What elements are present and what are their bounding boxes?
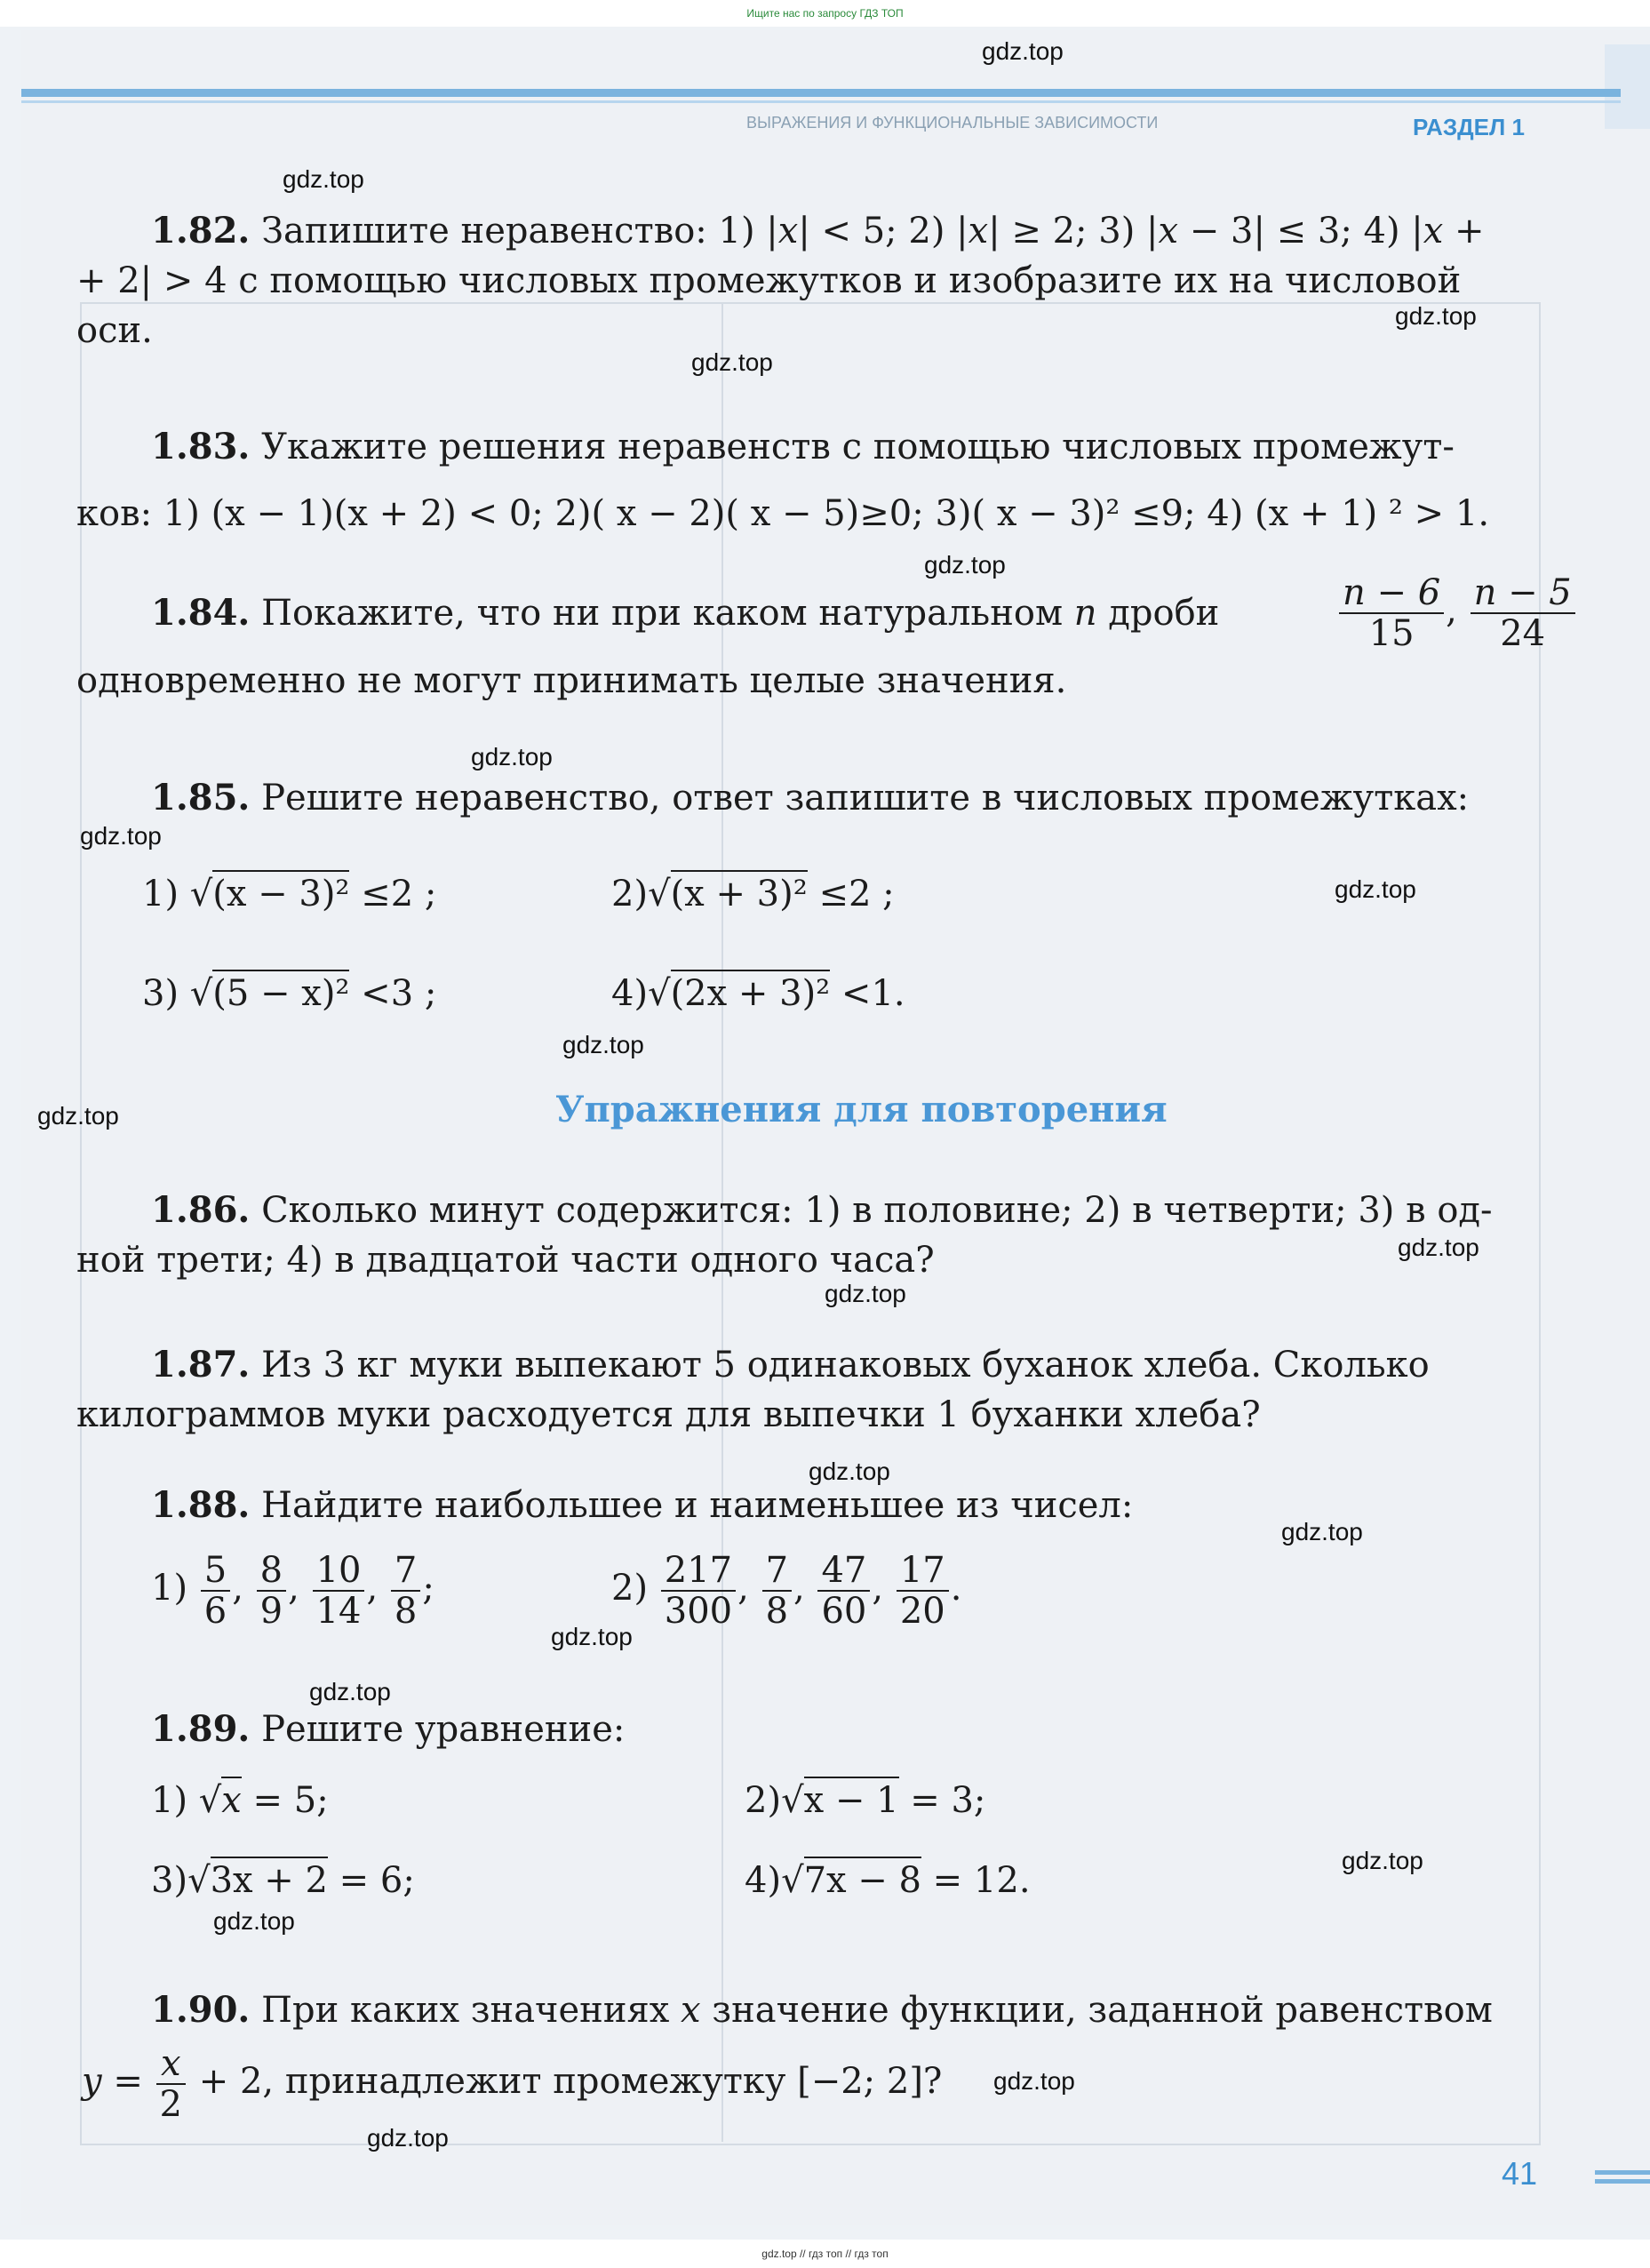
header-band [21,89,1621,97]
problem-189-item3: 3)√3x + 2 = 6; [151,1856,415,1905]
watermark: gdz.top [825,1280,906,1307]
problem-188-set2: 2) $\frac{217}{300}$ , $\frac{7}{8}$ , $\frac{47}{60}$ , $\frac{17}{20}$ . [611,1550,962,1632]
watermark: gdz.top [1398,1234,1479,1261]
problem-187-line1: 1.87. Из 3 кг муки выпекают 5 одинаковых буханок хлеба. Сколько [151,1344,1430,1386]
problem-190-line1: 1.90. При каких значениях x значение функции, заданной равенством [151,1989,1493,2031]
problem-188-set1: 1) $\frac{5}{6}$ , $\frac{8}{9}$ , $\frac{10}{14}$ , $\frac{7}{8}$ ; [151,1550,434,1632]
section-label: РАЗДЕЛ 1 [1413,114,1525,140]
watermark: gdz.top [809,1457,890,1485]
watermark: gdz.top [80,822,162,850]
problem-182-line3: оси. [76,310,153,351]
watermark: gdz.top [367,2124,449,2152]
problem-189-line1: 1.89. Решите уравнение: [151,1708,626,1750]
problem-187-line2: килограммов муки расходуется для выпечки 1 буханки хлеба? [76,1394,1261,1435]
problem-185-item1: 1) √(x − 3)² ≤2 ; [142,869,436,919]
page-corner-tab [1605,44,1650,129]
watermark: gdz.top [37,1102,119,1130]
problem-184-line1: 1.84. Покажите, что ни при каком натуральном n дроби [151,592,1220,634]
fraction: $\frac{17}{20}$ [897,1551,949,1631]
problem-189-item4: 4)√7x − 8 = 12. [745,1856,1031,1905]
fraction: $\frac{47}{60}$ [817,1551,870,1631]
problem-183-line1: 1.83. Укажите решения неравенств с помощью числовых промежут- [151,426,1455,467]
watermark: gdz.top [993,2067,1075,2095]
page-number-rule [1595,2179,1650,2184]
header-band-thin [21,100,1621,103]
watermark: gdz.top [1335,875,1416,903]
problem-183-line2: ков: 1) (x − 1)(x + 2) < 0; 2)( x − 2)( x − 5)≥0; 3)( x − 3)² ≤9; 4) (x + 1) ² > 1. [76,493,1490,534]
fraction: $\frac{217}{300}$ [661,1551,736,1631]
watermark: gdz.top [924,551,1006,579]
fraction: $\frac{n - 6}{15}$ [1339,573,1444,653]
watermark: gdz.top [982,37,1064,65]
fraction: $\frac{5}{6}$ [201,1551,230,1631]
fraction: $\frac{7}{8}$ [762,1551,792,1631]
problem-182-line2: + 2| > 4 с помощью числовых промежутков и изобразите их на числовой [76,260,1462,301]
watermark: gdz.top [1281,1518,1363,1545]
watermark: gdz.top [283,165,364,193]
problem-184-fractions: $\frac{n - 6}{15}$ , $\frac{n - 5}{24}$ [1337,573,1577,653]
watermark: gdz.top [691,348,773,376]
watermark: gdz.top [551,1623,633,1650]
problem-188-line1: 1.88. Найдите наибольшее и наименьшее из чисел: [151,1484,1134,1526]
problem-189-item2: 2)√x − 1 = 3; [745,1776,985,1825]
problem-184-line2: одновременно не могут принимать целые значения. [76,660,1067,701]
watermark: gdz.top [309,1678,391,1705]
problem-185-line1: 1.85. Решите неравенство, ответ запишите в числовых промежутках: [151,777,1470,819]
fraction: $\frac{10}{14}$ [313,1551,365,1631]
problem-185-item4: 4)√(2x + 3)² <1. [611,969,905,1018]
fraction: $\frac{n - 5}{24}$ [1471,573,1575,653]
problem-182-line1: 1.82. Запишите неравенство: 1) |x| < 5; 2) |x| ≥ 2; 3) |x − 3| ≤ 3; 4) |x + [151,210,1485,252]
fraction: $\frac{x}{2}$ [156,2044,186,2124]
problem-185-item2: 2)√(x + 3)² ≤2 ; [611,869,895,919]
problem-186-line1: 1.86. Сколько минут содержится: 1) в половине; 2) в четверти; 3) в од- [151,1189,1493,1231]
problem-186-line2: ной трети; 4) в двадцатой части одного часа? [76,1240,935,1281]
page-number: 41 [1502,2155,1538,2192]
watermark: gdz.top [562,1031,644,1058]
fraction: $\frac{8}{9}$ [257,1551,286,1631]
watermark: gdz.top [1342,1847,1423,1874]
top-banner: Ищите нас по запросу ГДЗ ТОП [0,0,1650,27]
problem-190-line2: y = $\frac{x}{2}$ + 2, принадлежит промежутку [−2; 2]? [82,2043,943,2125]
problem-185-item3: 3) √(5 − x)² <3 ; [142,969,436,1018]
section-subtitle: ВЫРАЖЕНИЯ И ФУНКЦИОНАЛЬНЫЕ ЗАВИСИМОСТИ [746,114,1159,132]
review-heading: Упражнения для повторения [555,1089,1168,1130]
watermark: gdz.top [471,743,553,771]
fraction: $\frac{7}{8}$ [391,1551,420,1631]
watermark: gdz.top [1395,302,1477,330]
bottom-banner: gdz.top // гдз топ // гдз топ [0,2240,1650,2268]
problem-189-item1: 1) √x = 5; [151,1776,329,1825]
page-number-rule [1595,2170,1650,2175]
watermark: gdz.top [213,1907,295,1935]
